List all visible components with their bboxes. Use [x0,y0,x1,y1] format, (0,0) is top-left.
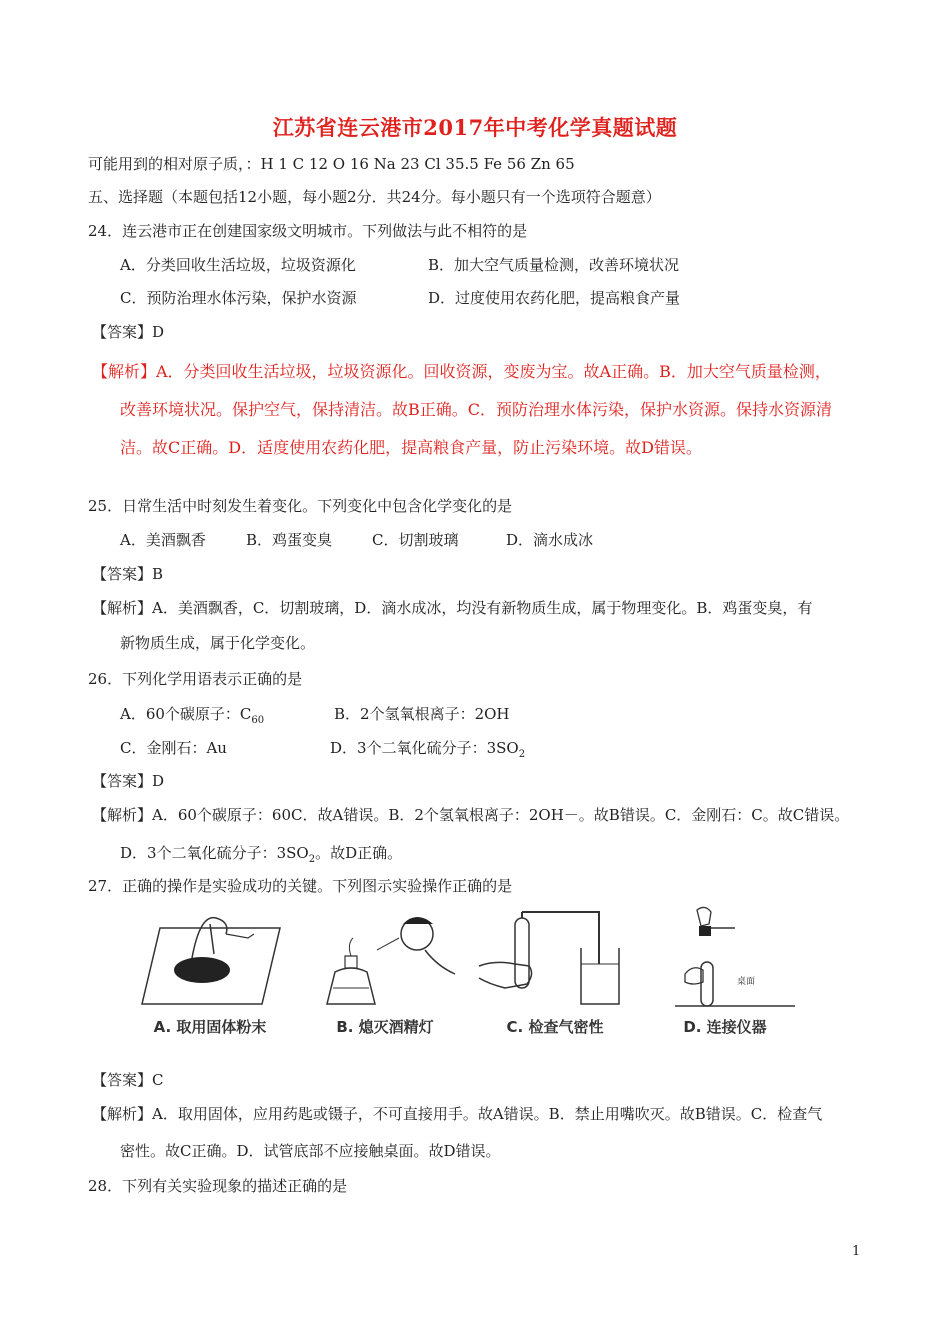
figure-a-caption: A. 取用固体粉末 [153,1018,267,1036]
q26-explanation-1: 【解析】A．60个碳原子：60C．故A错误。B．2个氢氧根离子：2OH－。故B错误。C．金刚石：C。故C错误。 [92,806,850,824]
q24-explanation-3: 洁。故C正确。D．适度使用农药化肥，提高粮食产量，防止污染环境。故D错误。 [120,438,702,457]
figure-a [130,904,290,1044]
q24-option-d: D．过度使用农药化肥，提高粮食产量 [428,289,681,307]
q24-stem: 24．连云港市正在创建国家级文明城市。下列做法与此不相符的是 [88,222,528,240]
q26-stem: 26．下列化学用语表示正确的是 [88,670,303,688]
q25-explanation-2: 新物质生成，属于化学变化。 [120,634,316,652]
q26-answer: 【答案】D [92,772,165,790]
page-number: 1 [852,1244,861,1259]
figure-c [475,904,635,1044]
q26-option-b: B．2个氢氧根离子：2OH [334,705,510,723]
q25-option-b: B．鸡蛋变臭 [246,531,333,549]
q24-option-b: B．加大空气质量检测，改善环境状况 [428,256,680,274]
q24-explanation-2: 改善环境状况。保护空气，保持清洁。故B正确。C．预防治理水体污染，保护水资源。保持水资源清 [120,400,833,419]
airtightness-illustration [475,904,635,1016]
q27-explanation-2: 密性。故C正确。D．试管底部不应接触桌面。故D错误。 [120,1142,501,1160]
q25-explanation-1: 【解析】A．美酒飘香，C．切割玻璃，D．滴水成冰，均没有新物质生成，属于物理变化。B．鸡蛋变臭，有 [92,599,813,617]
q27-figures [130,904,810,1044]
figure-d [645,904,805,1044]
atomic-masses: 可能用到的相对原子质，：H 1 C 12 O 16 Na 23 Cl 35.5 Fe 56 Zn 65 [88,155,575,173]
q25-answer: 【答案】B [92,565,164,583]
hand-powder-illustration [130,904,290,1016]
figure-c-caption: C. 检查气密性 [506,1018,604,1036]
q26-option-a: A．60个碳原子：$C_{60}$ [120,705,265,726]
q25-option-a: A．美酒飘香 [120,531,206,549]
figure-d-desk-label: 桌面 [737,977,756,987]
connecting-apparatus-illustration [645,904,805,1016]
q24-explanation-1: 【解析】A．分类回收生活垃圾，垃圾资源化。回收资源，变废为宝。故A正确。B．加大空气质量检测， [92,362,831,381]
q26-option-d: D．3个二氧化硫分子：$3SO_2$ [330,739,526,760]
q27-stem: 27．正确的操作是实验成功的关键。下列图示实验操作正确的是 [88,877,513,895]
q25-stem: 25．日常生活中时刻发生着变化。下列变化中包含化学变化的是 [88,497,513,515]
figure-d-caption: D. 连接仪器 [683,1018,767,1036]
q28-stem: 28．下列有关实验现象的描述正确的是 [88,1177,348,1195]
q25-option-c: C．切割玻璃 [372,531,459,549]
figure-b [305,904,465,1044]
figure-b-caption: B. 熄灭酒精灯 [336,1018,434,1036]
section-heading: 五、选择题（本题包括12小题，每小题2分．共24分。每小题只有一个选项符合题意） [88,188,661,206]
q27-explanation-1: 【解析】A．取用固体，应用药匙或镊子，不可直接用手。故A错误。B．禁止用嘴吹灭。故B错误。C．检查气 [92,1105,823,1123]
q24-option-c: C．预防治理水体污染，保护水资源 [120,289,357,307]
q26-explanation-2: D．3个二氧化硫分子：$3SO_2$。故D正确。 [120,844,403,865]
q24-answer: 【答案】D [92,323,165,341]
q25-option-d: D．滴水成冰 [506,531,594,549]
alcohol-lamp-illustration [305,904,465,1016]
page-title: 江苏省连云港市2017年中考化学真题试题 [272,115,678,140]
q27-answer: 【答案】C [92,1071,164,1089]
q26-option-c: C．金刚石：Au [120,739,227,757]
q24-option-a: A．分类回收生活垃圾，垃圾资源化 [120,256,356,274]
